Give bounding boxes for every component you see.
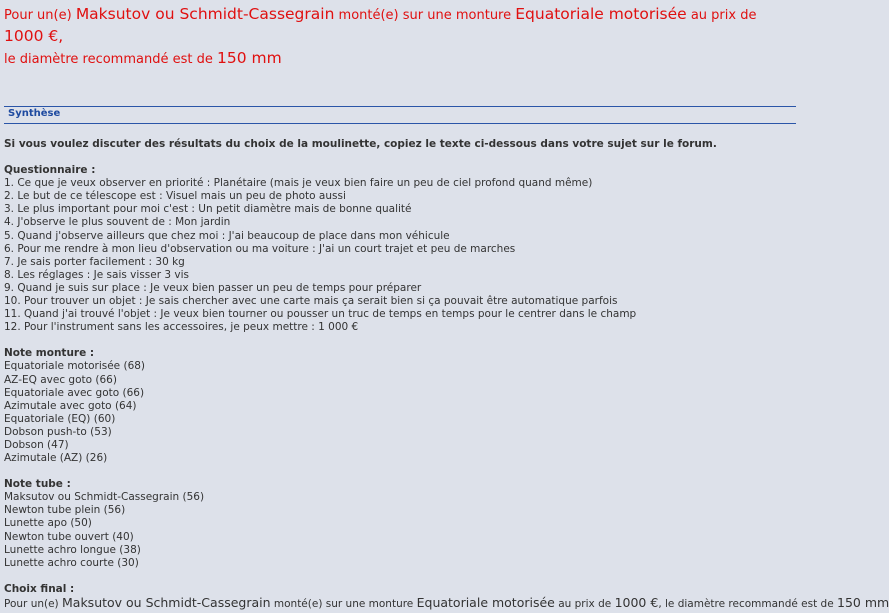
- note-tube-title: Note tube :: [4, 478, 71, 491]
- headline-tube: Maksutov ou Schmidt-Cassegrain: [75, 5, 335, 23]
- final-diameter: 150 mm: [837, 594, 889, 610]
- list-item: Azimutale avec goto (64): [4, 399, 137, 412]
- list-item: Newton tube ouvert (40): [4, 530, 134, 543]
- list-item: 5. Quand j'observe ailleurs que chez moi : J'ai beaucoup de place dans mon véhicule: [4, 229, 450, 242]
- list-item: Lunette apo (50): [4, 517, 92, 530]
- headline-text: le diamètre recommandé est de: [4, 52, 217, 67]
- headline-diameter: 150 mm: [216, 49, 282, 67]
- list-item: 3. Le plus important pour moi c'est : Un petit diamètre mais de bonne qualité: [4, 203, 412, 216]
- choix-final-text: [4, 594, 889, 611]
- headline-text: ,: [58, 27, 64, 45]
- headline-text: monté(e) sur une monture: [334, 8, 516, 23]
- final-text: au prix de: [554, 597, 615, 610]
- headline-price: 1000 €: [4, 27, 59, 45]
- final-text: monté(e) sur une monture: [270, 597, 417, 610]
- headline-text: au prix de: [686, 8, 757, 23]
- list-item: 10. Pour trouver un objet : Je sais chercher avec une carte mais ça serait bien si ça pouvait être automatique parfois: [4, 295, 618, 308]
- list-item: Lunette achro courte (30): [4, 556, 139, 569]
- synthesis-content: [4, 138, 889, 611]
- section-title: Synthèse: [8, 108, 61, 119]
- list-item: 8. Les réglages : Je sais visser 3 vis: [4, 268, 189, 281]
- list-item: Equatoriale motorisée (68): [4, 360, 146, 373]
- list-item: Dobson (47): [4, 438, 69, 451]
- note-monture-title: Note monture :: [4, 347, 95, 360]
- spacer: [4, 465, 794, 478]
- list-item: 1. Ce que je veux observer en priorité : Planétaire (mais je veux bien faire un peu de ciel profond quand même): [4, 177, 593, 190]
- list-item: Maksutov ou Schmidt-Cassegrain (56): [4, 491, 205, 504]
- final-mount: Equatoriale motorisée: [416, 594, 555, 610]
- list-item: 9. Quand je suis sur place : Je veux bien passer un peu de temps pour préparer: [4, 281, 422, 294]
- list-item: Newton tube plein (56): [4, 504, 126, 517]
- list-item: 4. J'observe le plus souvent de : Mon jardin: [4, 216, 231, 229]
- list-item: 6. Pour me rendre à mon lieu d'observation ou ma voiture : J'ai un court trajet et peu de marches: [4, 242, 516, 255]
- list-item: 2. Le but de ce télescope est : Visuel mais un peu de photo aussi: [4, 190, 346, 203]
- final-price: 1000 €: [614, 594, 659, 610]
- choix-final-title: Choix final :: [4, 582, 75, 595]
- list-item: AZ-EQ avec goto (66): [4, 373, 117, 386]
- spacer: [4, 570, 794, 583]
- list-item: Lunette achro longue (38): [4, 543, 141, 556]
- headline-line-1: [4, 4, 794, 48]
- list-item: 11. Quand j'ai trouvé l'objet : Je veux bien tourner ou pousser un truc de temps en temps pour le centrer dans le champ: [4, 308, 637, 321]
- list-item: Azimutale (AZ) (26): [4, 452, 108, 465]
- final-tube: Maksutov ou Schmidt-Cassegrain: [62, 594, 271, 610]
- headline-mount: Equatoriale motorisée: [515, 5, 687, 23]
- headline-line-2: [4, 48, 794, 70]
- list-item: Equatoriale avec goto (66): [4, 386, 145, 399]
- list-item: Equatoriale (EQ) (60): [4, 412, 116, 425]
- section-header: [4, 106, 796, 124]
- list-item: 12. Pour l'instrument sans les accessoires, je peux mettre : 1 000 €: [4, 321, 359, 334]
- intro-text: Si vous voulez discuter des résultats du choix de la moulinette, copiez le texte ci-dessous dans votre sujet sur le forum.: [4, 138, 717, 150]
- final-text: , le diamètre recommandé est de: [658, 597, 838, 610]
- list-item: 7. Je sais porter facilement : 30 kg: [4, 255, 185, 268]
- headline-text: Pour un(e): [4, 8, 76, 23]
- spacer: [4, 334, 794, 347]
- list-item: Dobson push-to (53): [4, 425, 112, 438]
- final-text: Pour un(e): [4, 597, 62, 610]
- questionnaire-title: Questionnaire :: [4, 164, 96, 177]
- recommendation-headline: [4, 4, 794, 70]
